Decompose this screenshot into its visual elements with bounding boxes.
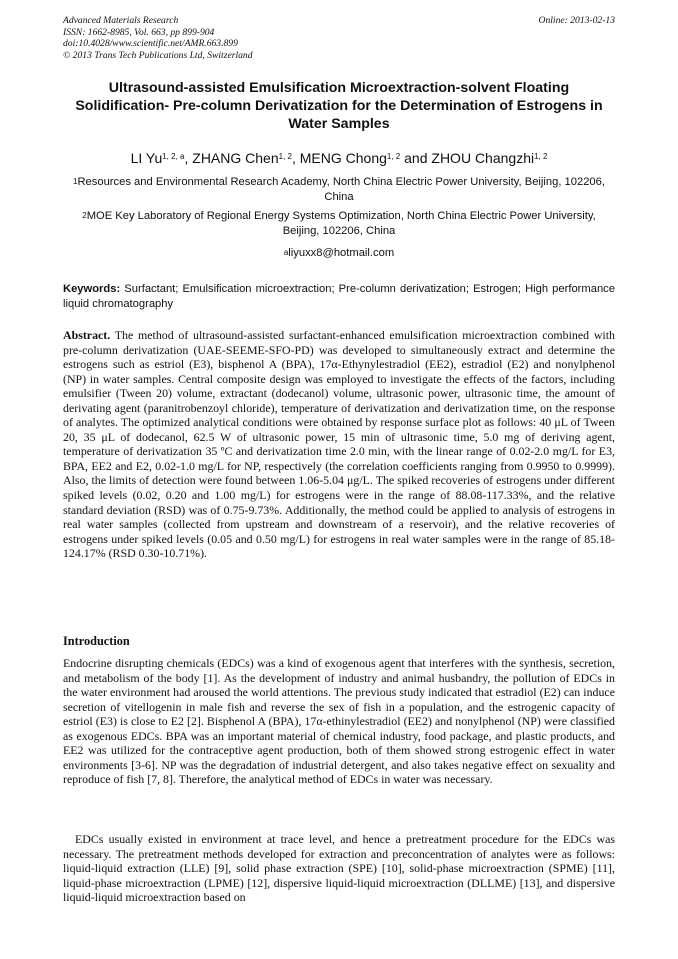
- online-date: Online: 2013-02-13: [538, 15, 615, 26]
- doi-line: doi:10.4028/www.scientific.net/AMR.663.899: [63, 38, 238, 50]
- keywords-text: Surfactant; Emulsification microextraction; Pre-column derivatization; Estrogen; High performance liquid chromatography: [63, 283, 615, 310]
- issn-line: ISSN: 1662-8985, Vol. 663, pp 899-904: [63, 26, 215, 38]
- affiliation-mark: 1: [73, 177, 78, 186]
- copyright-line: © 2013 Trans Tech Publications Ltd, Switzerland: [63, 49, 253, 61]
- author-affiliation-mark: 1, 2: [534, 152, 548, 161]
- introduction-paragraph-1: Endocrine disrupting chemicals (EDCs) was a kind of exogenous agent that interferes with the synthesis, secretion, and metabolism of the body [1]. As the development of industry and animal husbandry, the pollution of EDCs in the water environment had aroused the world attentions. The previous study indicated that estradiol (E2) can induce secretion of vitellogenin in male fish and reverse the sex of fish in a population, and the estrogenic capacity of estriol (E3) is close to E2 [2]. Bisphenol A (BPA), 17α-ethinylestradiol (EE2) and nonylphenol (NP) were classified as exogenous EDCs. BPA was an important material of chemical industry, food package, and plastic products, and EE2 was utilized for the contraceptive agent production, both of them showed strong estrogenic effect in water environments [3-6]. NP was the degradation of industrial detergent, and also takes negative effect on sexuality and reproduce of fish [7, 8]. Therefore, the analytical method of EDCs in water was necessary.: [63, 656, 615, 787]
- introduction-heading: Introduction: [63, 634, 130, 648]
- introduction-paragraph-2: EDCs usually existed in environment at trace level, and hence a pretreatment procedure for the EDCs was necessary. The pretreatment methods developed for extraction and preconcentration of analytes were as follows: liquid-liquid extraction (LLE) [9], solid phase extraction (SPE) [10], solid-phase microextraction (SPME) [11], liquid-phase microextraction (LPME) [12], dispersive liquid-liquid microextraction (DLLME) [13], and dispersive liquid-liquid microextraction based on: [63, 832, 615, 905]
- author-affiliation-mark: 1, 2, a: [162, 152, 185, 161]
- affiliation-1: [63, 175, 615, 205]
- abstract-text: The method of ultrasound-assisted surfactant-enhanced emulsification microextraction combined with pre-column derivatization (UAE-SEEME-SFO-PD) was developed to simultaneously extract and determine the estrogens such as estriol (E3), bisphenol A (BPA), 17α-Ethynylestradiol (EE2), estradiol (E2) and nonylphenol (NP) in water samples. Central composite design was employed to investigate the effects of the factors, including emulsifier (Tween 20) volume, extractant (dodecanol) volume, ultrasonic power, ultrasonic time, the amount of derivating agent (paranitrobenzoyl chloride), temperature of derivatization and derivatization time, on the response of analytes. The optimized analytical conditions were obtained by response surface plot as follows: 40 μL of Tween 20, 35 μL of dodecanol, 62.5 W of ultrasonic power, 15 min of ultrasonic time, 5.0 mg of deriving agent, temperature of derivatization 35 ºC and derivatization time 2.0 min, with the linear range of 0.02-2.0 mg/L for E3, BPA, EE2 and E2, 0.02-1.0 mg/L for NP, respectively (the correlation coefficients ranging from 0.9950 to 0.9999). Also, the limits of detection were found between 1.06-5.04 μg/L. The spiked recoveries of estrogens under different spiked levels (0.02, 0.20 and 1.00 mg/L) for estrogens were in the range of 88.08-117.33%, and the relative standard deviation (RSD) was of 0.75-9.73%. Additionally, the method could be applied to analysis of estrogens in real water samples (collected from upstream and downstream of a reservoir), and the relative recoveries of estrogens under spiked levels (0.05 and 0.50 mg/L) for estrogens in real water samples were in the range of 85.18-124.17% (RSD 0.30-10.71%).: [63, 328, 615, 561]
- affiliation-mark: 2: [82, 211, 87, 220]
- author-separator: ,: [291, 150, 300, 166]
- affiliation-text: MOE Key Laboratory of Regional Energy Systems Optimization, North China Electric Power University, Beijing, 102206, China: [86, 210, 596, 237]
- keywords-label: Keywords:: [63, 283, 121, 295]
- running-header: [63, 15, 615, 61]
- email-address: liyuxx8@hotmail.com: [288, 247, 395, 259]
- author-name: ZHANG Chen: [192, 150, 279, 166]
- affiliation-text: Resources and Environmental Research Academy, North China Electric Power University, Beijing, 102206, China: [77, 176, 605, 203]
- author-affiliation-mark: 1, 2: [278, 152, 292, 161]
- keywords-block: [63, 282, 615, 311]
- author-name: LI Yu: [130, 150, 163, 166]
- email-mark: a: [283, 248, 289, 257]
- abstract-label: Abstract.: [63, 328, 111, 342]
- affiliation-2: [63, 209, 615, 239]
- author-separator: ,: [184, 150, 193, 166]
- abstract-block: [63, 328, 615, 561]
- journal-name: Advanced Materials Research: [63, 15, 179, 26]
- corresponding-email: [63, 246, 615, 261]
- author-affiliation-mark: 1, 2: [386, 152, 401, 161]
- author-list: [63, 149, 615, 167]
- author-name: ZHOU Changzhi: [431, 150, 535, 166]
- author-name: MENG Chong: [299, 150, 387, 166]
- author-separator: and: [400, 150, 432, 166]
- paper-title: Ultrasound-assisted Emulsification Microextraction-solvent Floating Solidification- Pre-column Derivatization for the Determination of Estrogens in Water Samples: [75, 80, 603, 132]
